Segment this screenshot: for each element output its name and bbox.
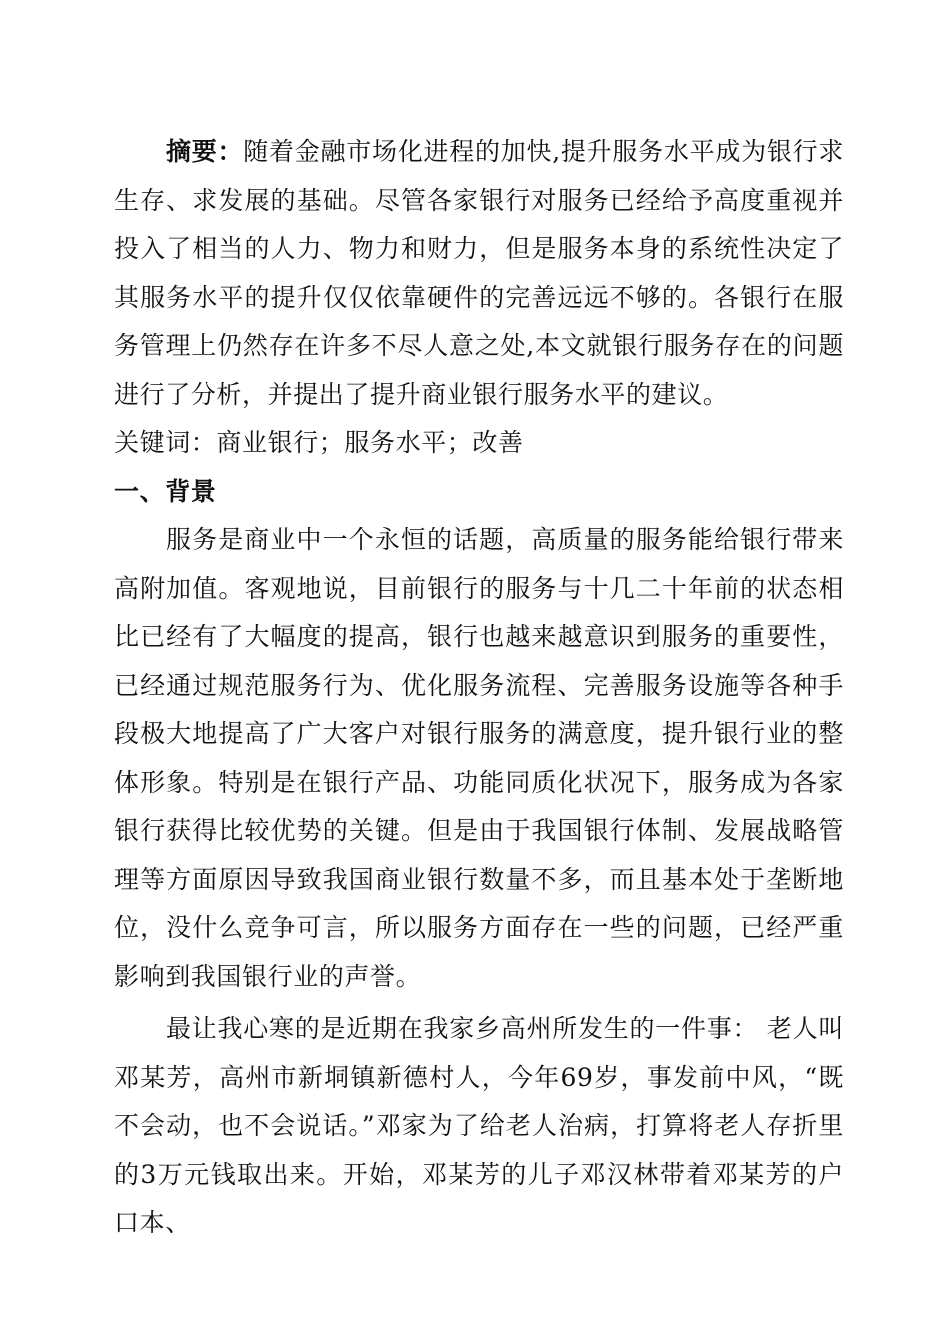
abstract-label: 摘要： <box>166 137 244 166</box>
background-paragraph: 服务是商业中一个永恒的话题，高质量的服务能给银行带来高附加值。客观地说，目前银行的服务与十几二十年前的状态相比已经有了大幅度的提高，银行也越来越意识到服务的重要性，已经通过规范服务行为、优化服务流程、完善服务设施等各种手段极大地提高了广大客户对银行服务的满意度，提升银行业的整体形象。特别是在银行产品、功能同质化状况下，服务成为各家银行获得比较优势的关键。但是由于我国银行体制、发展战略管理等方面原因导致我国商业银行数量不多，而且基本处于垄断地位，没什么竞争可言，所以服务方面存在一些的问题，已经严重影响到我国银行业的声誉。 <box>114 525 844 991</box>
abstract-text: 随着金融市场化进程的加快,提升服务水平成为银行求生存、求发展的基础。尽管各家银行对服务已经给予高度重视并投入了相当的人力、物力和财力，但是服务本身的系统性决定了其服务水平的提升仅仅依靠硬件的完善远远不够的。各银行在服务管理上仍然存在许多不尽人意之处,本文就银行服务存在的问题进行了分析，并提出了提升商业银行服务水平的建议。 <box>114 137 844 409</box>
abstract-paragraph <box>114 128 844 419</box>
section-heading: 一、背景 <box>114 476 217 506</box>
document-body <box>114 128 844 1248</box>
story-paragraph: 最让我心寒的是近期在我家乡高州所发生的一件事： 老人叫邓某芳，高州市新垌镇新德村人，今年69岁，事发前中风，“既不会动，也不会说话。”邓家为了给老人治病，打算将老人存折里的3万元钱取出来。开始，邓某芳的儿子邓汉林带着邓某芳的户口本、 <box>114 1014 844 1237</box>
keywords-line: 关键词：商业银行；服务水平；改善 <box>114 428 524 457</box>
